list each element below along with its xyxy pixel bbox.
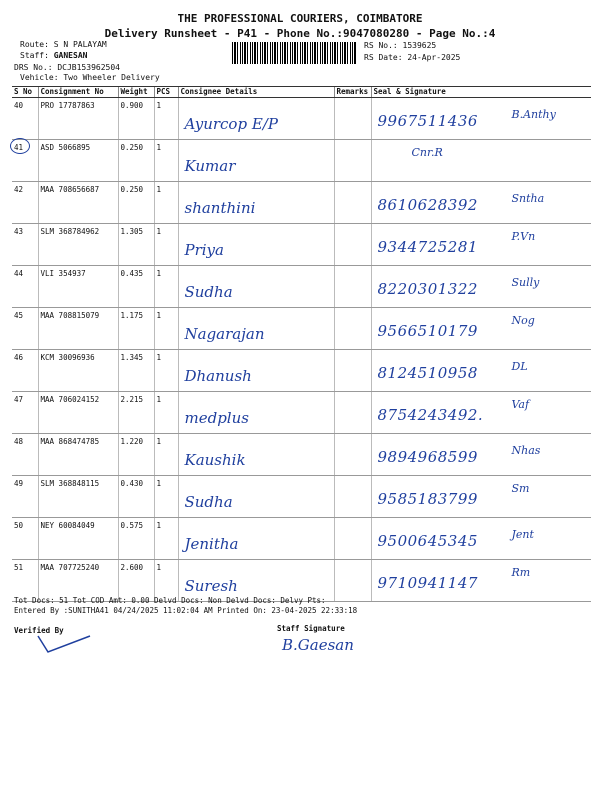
signature-cell bbox=[371, 224, 591, 266]
totals-line: Tot Docs: 51 Tot COD Amt: 0.00 Delvd Docs: Non Delvd Docs: Delvy Pts: bbox=[14, 596, 326, 605]
verified-by-label: Verified By bbox=[14, 626, 64, 635]
recipient-signature: Sully bbox=[511, 276, 540, 289]
phone-handwritten: 8124510958 bbox=[377, 364, 478, 382]
sno-cell-text: 46 bbox=[14, 353, 24, 362]
sno-cell bbox=[12, 98, 38, 140]
signature-cell bbox=[371, 98, 591, 140]
runsheet-subtitle: Delivery Runsheet - P41 - Phone No.:9047080280 - Page No.:4 bbox=[104, 27, 496, 40]
col-signature: Seal & Signature bbox=[371, 87, 591, 98]
consignee-cell bbox=[178, 434, 334, 476]
consignment-cell bbox=[38, 182, 118, 224]
consignment-cell-text: NEY 60084049 bbox=[40, 521, 95, 530]
route-text: Route: S N PALAYAM bbox=[20, 40, 107, 49]
consignee-handwritten: Sudha bbox=[184, 493, 233, 511]
circled-mark-icon bbox=[10, 138, 30, 154]
phone-handwritten: 8754243492. bbox=[377, 406, 484, 424]
consignee-cell bbox=[178, 392, 334, 434]
col-pcs: PCS bbox=[154, 87, 178, 98]
table-row bbox=[12, 140, 591, 182]
vehicle-text: Vehicle: Two Wheeler Delivery bbox=[20, 73, 160, 82]
weight-cell bbox=[118, 350, 154, 392]
pcs-cell-text: 1 bbox=[156, 269, 162, 278]
consignment-cell-text: MAA 707725240 bbox=[40, 563, 100, 572]
col-consignee: Consignee Details bbox=[178, 87, 334, 98]
table-row bbox=[12, 476, 591, 518]
signature-cell bbox=[371, 350, 591, 392]
remarks-cell bbox=[334, 266, 371, 308]
table-row bbox=[12, 434, 591, 476]
weight-cell-text: 1.220 bbox=[120, 437, 144, 446]
consignee-cell bbox=[178, 308, 334, 350]
consignee-handwritten: Jenitha bbox=[184, 535, 239, 553]
recipient-signature: Jent bbox=[511, 528, 534, 541]
weight-cell-text: 0.430 bbox=[120, 479, 144, 488]
consignment-cell bbox=[38, 266, 118, 308]
sno-cell-text: 49 bbox=[14, 479, 24, 488]
remarks-cell bbox=[334, 98, 371, 140]
table-row bbox=[12, 518, 591, 560]
remarks-cell bbox=[334, 518, 371, 560]
weight-cell bbox=[118, 224, 154, 266]
staff-value: GANESAN bbox=[53, 51, 88, 60]
consignment-cell bbox=[38, 224, 118, 266]
consignee-handwritten: shanthini bbox=[184, 199, 256, 217]
consignment-cell bbox=[38, 350, 118, 392]
recipient-signature: Nhas bbox=[511, 444, 541, 457]
sno-cell bbox=[12, 350, 38, 392]
drs-number: DRS No.: DCJB153962504 bbox=[14, 63, 120, 72]
runsheet-table bbox=[12, 86, 591, 602]
weight-cell-text: 0.900 bbox=[120, 101, 144, 110]
sno-cell bbox=[12, 434, 38, 476]
sno-cell-text: 50 bbox=[14, 521, 24, 530]
weight-cell bbox=[118, 182, 154, 224]
consignee-cell bbox=[178, 224, 334, 266]
pcs-cell-text: 1 bbox=[156, 143, 162, 152]
sno-cell bbox=[12, 182, 38, 224]
consignee-cell bbox=[178, 476, 334, 518]
pcs-cell bbox=[154, 140, 178, 182]
consignment-cell bbox=[38, 518, 118, 560]
sno-cell-text: 51 bbox=[14, 563, 24, 572]
sno-cell-text: 45 bbox=[14, 311, 24, 320]
sno-cell bbox=[12, 140, 38, 182]
staff-handwritten-signature: B.Gaesan bbox=[282, 636, 354, 654]
weight-cell-text: 0.250 bbox=[120, 185, 144, 194]
table-row bbox=[12, 350, 591, 392]
weight-cell bbox=[118, 476, 154, 518]
phone-handwritten: 9894968599 bbox=[377, 448, 478, 466]
pcs-cell-text: 1 bbox=[156, 185, 162, 194]
consignee-handwritten: Ayurcop E/P bbox=[184, 115, 278, 133]
weight-cell bbox=[118, 266, 154, 308]
sno-cell bbox=[12, 476, 38, 518]
consignee-handwritten: Suresh bbox=[184, 577, 238, 595]
remarks-cell bbox=[334, 224, 371, 266]
remarks-cell bbox=[334, 476, 371, 518]
pcs-cell bbox=[154, 182, 178, 224]
weight-cell bbox=[118, 518, 154, 560]
pcs-cell bbox=[154, 518, 178, 560]
consignment-cell bbox=[38, 308, 118, 350]
barcode-image bbox=[232, 42, 356, 64]
remarks-cell bbox=[334, 434, 371, 476]
weight-cell-text: 1.305 bbox=[120, 227, 144, 236]
pcs-cell-text: 1 bbox=[156, 479, 162, 488]
sno-cell bbox=[12, 518, 38, 560]
consignee-handwritten: Kaushik bbox=[184, 451, 246, 469]
consignment-cell-text: SLM 368848115 bbox=[40, 479, 100, 488]
recipient-signature: Rm bbox=[511, 566, 531, 579]
table-header-row bbox=[12, 87, 591, 98]
sno-cell bbox=[12, 224, 38, 266]
signature-cell bbox=[371, 140, 591, 182]
consignee-cell bbox=[178, 98, 334, 140]
staff-line bbox=[20, 51, 87, 61]
weight-cell-text: 0.575 bbox=[120, 521, 144, 530]
table-row bbox=[12, 266, 591, 308]
table-row bbox=[12, 182, 591, 224]
consignment-cell-text: MAA 706024152 bbox=[40, 395, 100, 404]
consignment-cell-text: MAA 868474785 bbox=[40, 437, 100, 446]
pcs-cell bbox=[154, 308, 178, 350]
consignee-handwritten: Priya bbox=[184, 241, 224, 259]
sno-cell-text: 42 bbox=[14, 185, 24, 194]
sno-cell-text: 40 bbox=[14, 101, 24, 110]
recipient-signature: DL bbox=[511, 360, 528, 373]
consignment-cell bbox=[38, 476, 118, 518]
phone-handwritten: 9500645345 bbox=[377, 532, 478, 550]
pcs-cell-text: 1 bbox=[156, 101, 162, 110]
table-row bbox=[12, 98, 591, 140]
pcs-cell bbox=[154, 98, 178, 140]
consignment-cell bbox=[38, 140, 118, 182]
sno-cell bbox=[12, 392, 38, 434]
remarks-cell bbox=[334, 350, 371, 392]
remarks-cell bbox=[334, 392, 371, 434]
remarks-cell bbox=[334, 560, 371, 602]
consignment-cell-text: ASD 5066895 bbox=[40, 143, 91, 152]
consignee-cell bbox=[178, 266, 334, 308]
sno-cell-text: 43 bbox=[14, 227, 24, 236]
weight-cell bbox=[118, 434, 154, 476]
pcs-cell-text: 1 bbox=[156, 227, 162, 236]
table-row bbox=[12, 224, 591, 266]
col-sno: S No bbox=[12, 87, 38, 98]
company-title: THE PROFESSIONAL COURIERS, COIMBATORE bbox=[177, 12, 423, 25]
pcs-cell bbox=[154, 434, 178, 476]
table-row bbox=[12, 308, 591, 350]
consignee-cell bbox=[178, 140, 334, 182]
recipient-signature: B.Anthy bbox=[511, 108, 556, 121]
consignment-cell bbox=[38, 98, 118, 140]
entered-by-line: Entered By :SUNITHA41 04/24/2025 11:02:04 AM Printed On: 23-04-2025 22:33:18 bbox=[14, 606, 358, 615]
staff-signature-label: Staff Signature bbox=[277, 624, 345, 633]
consignment-cell-text: MAA 708815079 bbox=[40, 311, 100, 320]
pcs-cell-text: 1 bbox=[156, 563, 162, 572]
pcs-cell-text: 1 bbox=[156, 395, 162, 404]
phone-handwritten: 9967511436 bbox=[377, 112, 478, 130]
pcs-cell bbox=[154, 224, 178, 266]
verified-checkmark-icon bbox=[34, 632, 94, 656]
remarks-cell bbox=[334, 308, 371, 350]
consignee-handwritten: medplus bbox=[184, 409, 249, 427]
recipient-signature: Sntha bbox=[511, 192, 545, 205]
consignment-cell bbox=[38, 392, 118, 434]
rs-number: RS No.: 1539625 bbox=[364, 41, 437, 50]
recipient-signature: Cnr.R bbox=[411, 146, 443, 159]
pcs-cell-text: 1 bbox=[156, 437, 162, 446]
recipient-signature: Sm bbox=[511, 482, 530, 495]
recipient-signature: Nog bbox=[511, 314, 535, 327]
weight-cell-text: 1.345 bbox=[120, 353, 144, 362]
sno-cell-text: 47 bbox=[14, 395, 24, 404]
consignment-cell bbox=[38, 434, 118, 476]
signature-cell bbox=[371, 434, 591, 476]
consignee-handwritten: Sudha bbox=[184, 283, 233, 301]
rs-date: RS Date: 24-Apr-2025 bbox=[364, 53, 461, 62]
weight-cell bbox=[118, 98, 154, 140]
consignee-cell bbox=[178, 350, 334, 392]
consignment-cell-text: VLI 354937 bbox=[40, 269, 86, 278]
signature-cell bbox=[371, 560, 591, 602]
signature-cell bbox=[371, 182, 591, 224]
weight-cell-text: 0.250 bbox=[120, 143, 144, 152]
signature-cell bbox=[371, 476, 591, 518]
col-consignment: Consignment No bbox=[38, 87, 118, 98]
pcs-cell bbox=[154, 392, 178, 434]
pcs-cell-text: 1 bbox=[156, 311, 162, 320]
consignee-handwritten: Kumar bbox=[184, 157, 236, 175]
sno-cell-text: 44 bbox=[14, 269, 24, 278]
consignment-cell-text: MAA 708656687 bbox=[40, 185, 100, 194]
recipient-signature: P.Vn bbox=[511, 230, 536, 243]
phone-handwritten: 9344725281 bbox=[377, 238, 478, 256]
pcs-cell bbox=[154, 266, 178, 308]
col-remarks: Remarks bbox=[334, 87, 371, 98]
consignee-cell bbox=[178, 182, 334, 224]
recipient-signature: Vaf bbox=[511, 398, 530, 411]
weight-cell-text: 0.435 bbox=[120, 269, 144, 278]
phone-handwritten: 9566510179 bbox=[377, 322, 478, 340]
phone-handwritten: 9585183799 bbox=[377, 490, 478, 508]
phone-handwritten: 9710941147 bbox=[377, 574, 478, 592]
weight-cell-text: 2.600 bbox=[120, 563, 144, 572]
phone-handwritten: 8220301322 bbox=[377, 280, 478, 298]
sno-cell bbox=[12, 266, 38, 308]
weight-cell bbox=[118, 140, 154, 182]
weight-cell bbox=[118, 392, 154, 434]
signature-cell bbox=[371, 266, 591, 308]
consignee-handwritten: Dhanush bbox=[184, 367, 252, 385]
pcs-cell-text: 1 bbox=[156, 353, 162, 362]
staff-label: Staff: bbox=[20, 51, 49, 60]
weight-cell bbox=[118, 308, 154, 350]
sno-cell bbox=[12, 308, 38, 350]
signature-cell bbox=[371, 518, 591, 560]
pcs-cell-text: 1 bbox=[156, 521, 162, 530]
consignee-handwritten: Nagarajan bbox=[184, 325, 265, 343]
sno-cell-text: 41 bbox=[14, 143, 24, 152]
signature-cell bbox=[371, 392, 591, 434]
table-row bbox=[12, 392, 591, 434]
sno-cell-text: 48 bbox=[14, 437, 24, 446]
consignment-cell-text: SLM 368784962 bbox=[40, 227, 100, 236]
pcs-cell bbox=[154, 476, 178, 518]
pcs-cell bbox=[154, 350, 178, 392]
consignment-cell-text: PRO 17787863 bbox=[40, 101, 95, 110]
weight-cell-text: 2.215 bbox=[120, 395, 144, 404]
col-weight: Weight bbox=[118, 87, 154, 98]
weight-cell-text: 1.175 bbox=[120, 311, 144, 320]
signature-cell bbox=[371, 308, 591, 350]
consignment-cell-text: KCM 30096936 bbox=[40, 353, 95, 362]
consignee-cell bbox=[178, 518, 334, 560]
phone-handwritten: 8610628392 bbox=[377, 196, 478, 214]
remarks-cell bbox=[334, 140, 371, 182]
remarks-cell bbox=[334, 182, 371, 224]
